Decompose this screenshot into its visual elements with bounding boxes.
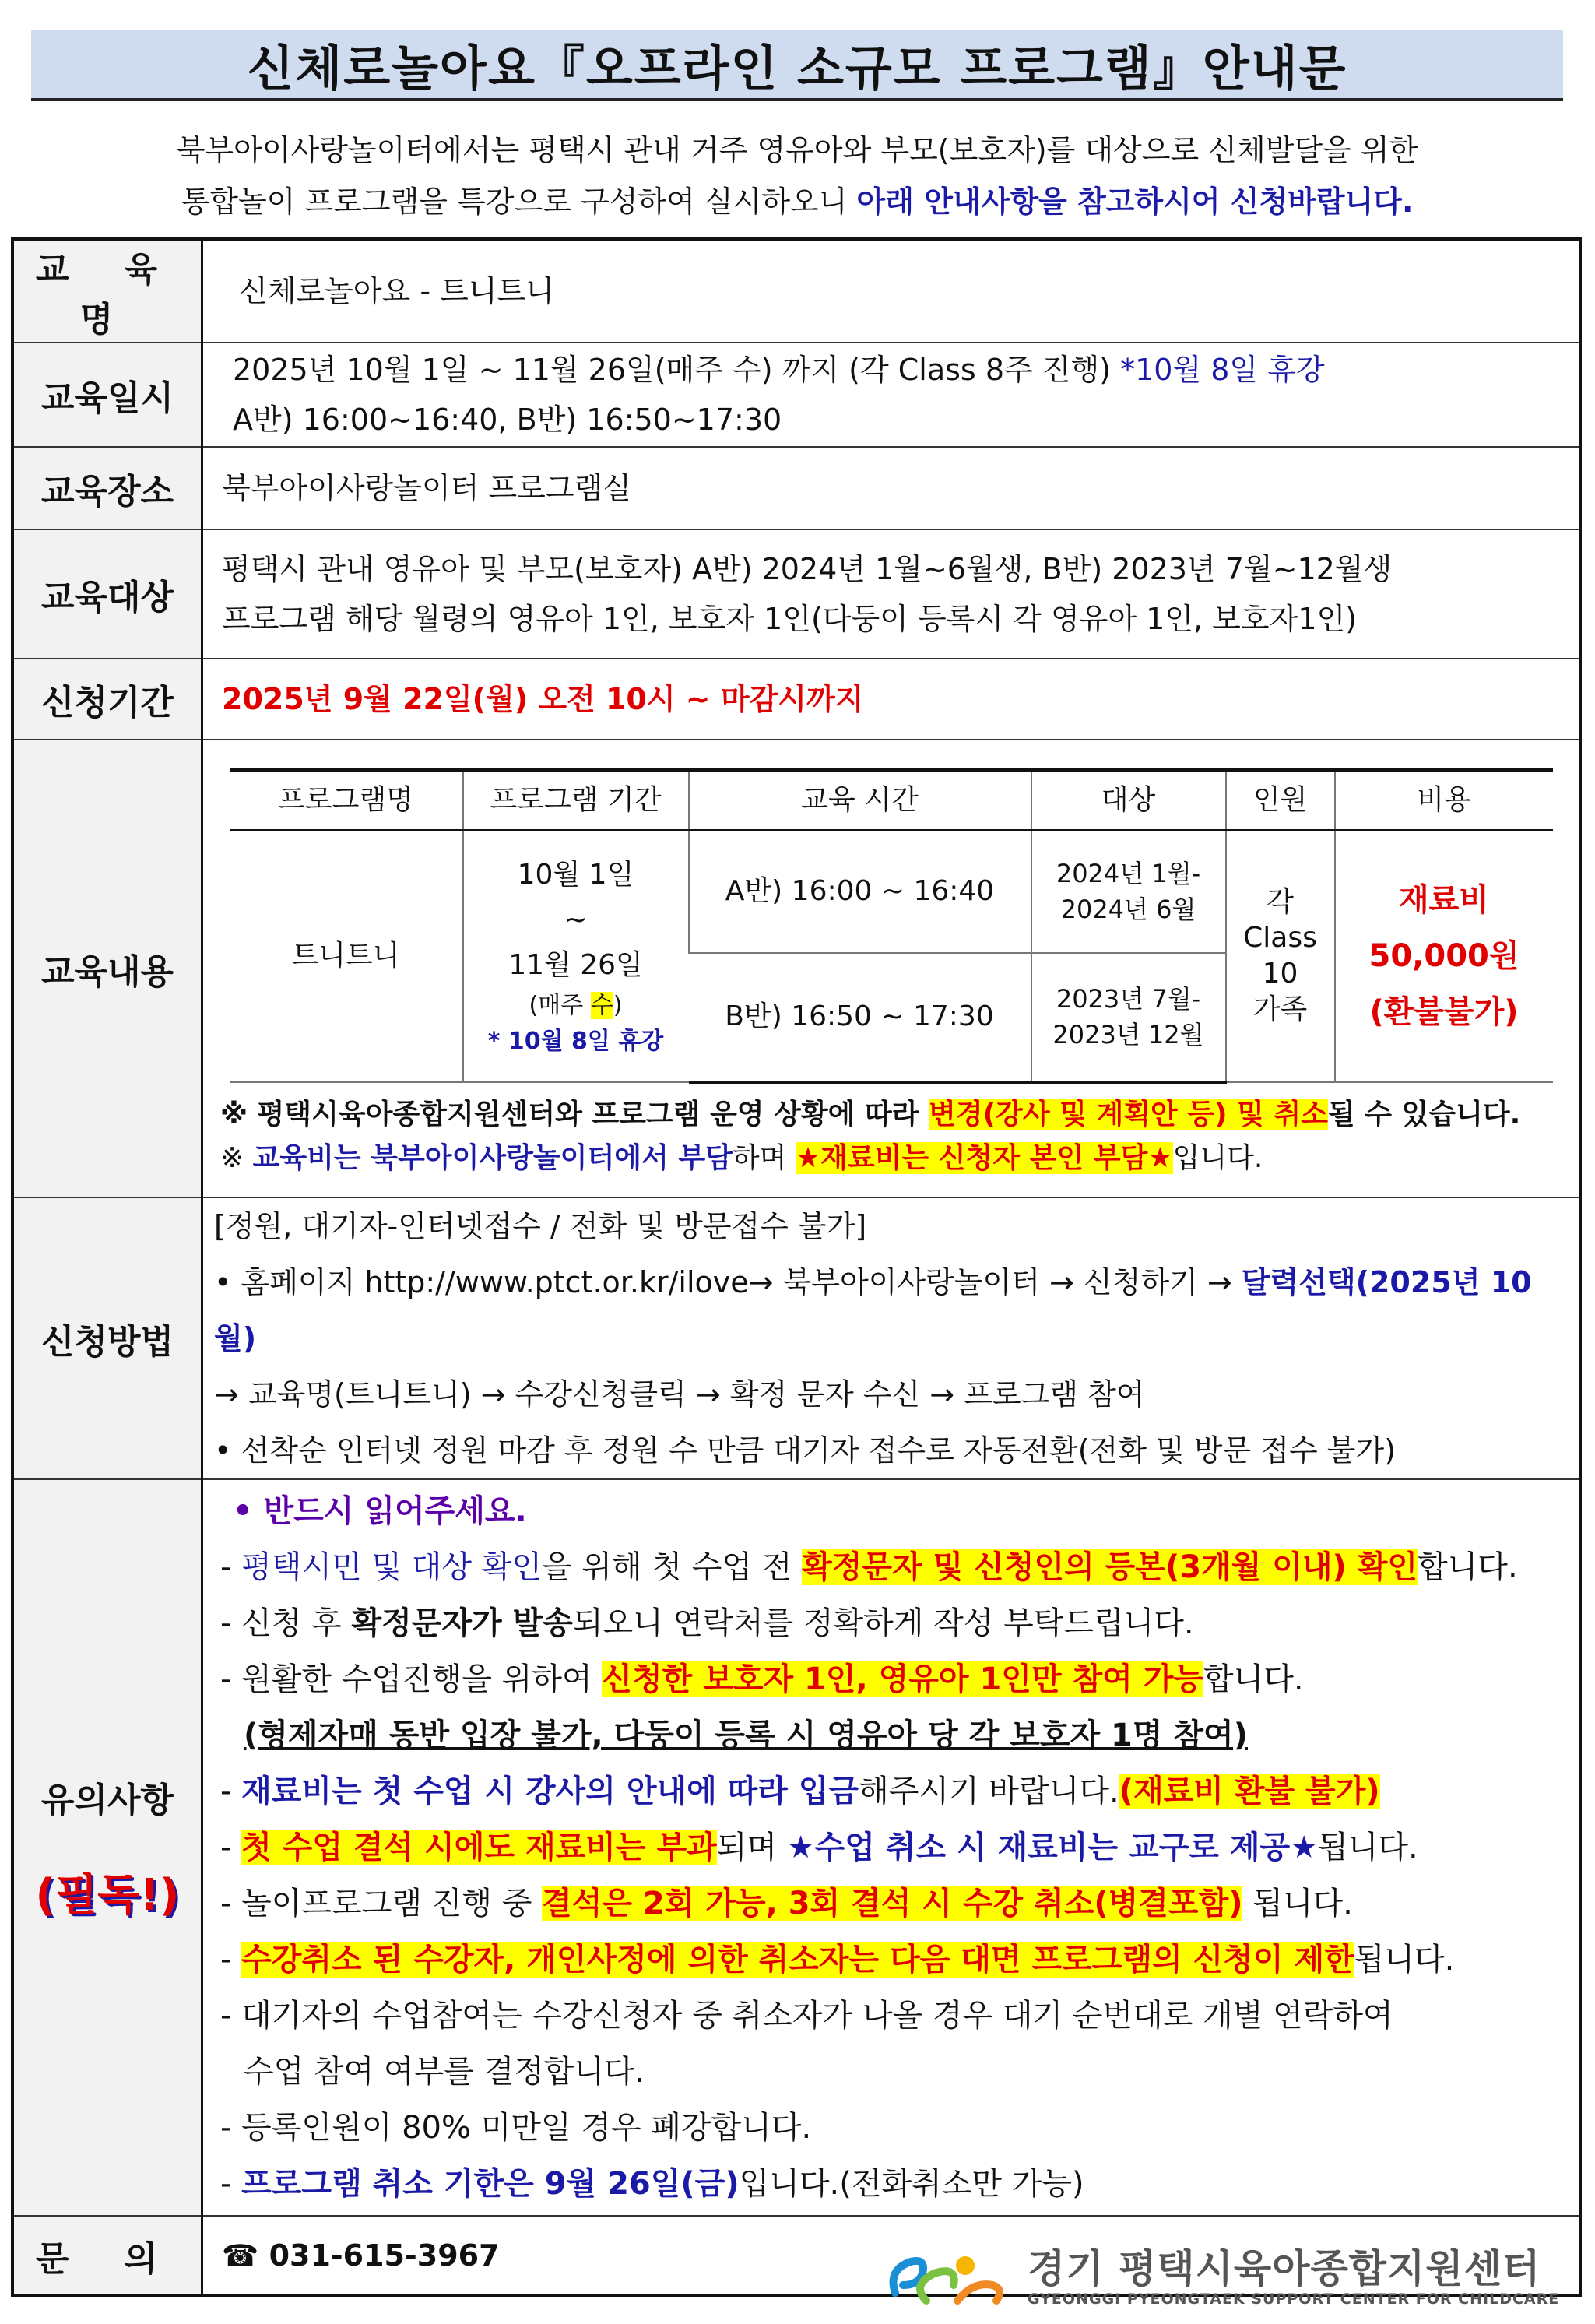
c6-c: 되며: [716, 1830, 787, 1865]
method-line-4: • 선착순 인터넷 정원 마감 후 정원 수 만큼 대기자 접수로 자동전환(전화 및 방문 접수 불가): [214, 1433, 1397, 1468]
method-calendar-select: 달력선택(2025년 10월): [214, 1265, 1532, 1355]
c1-e: 합니다.: [1418, 1549, 1518, 1585]
content-note-2: [214, 1137, 1572, 1180]
caution-head: • 반드시 읽어주세요.: [233, 1493, 527, 1529]
method-line-1: [정원, 대기자-인터넷접수 / 전화 및 방문접수 불가]: [214, 1209, 867, 1243]
fee-line-3: (환불불가): [1369, 993, 1519, 1030]
note2-c: 하며: [732, 1141, 796, 1174]
caution-line-11: - 등록인원이 80% 미만일 경우 폐강합니다.: [220, 2110, 812, 2146]
header-fee: 비용: [1335, 770, 1553, 830]
value-contact: ☎ 031-615-3967: [202, 2216, 1581, 2295]
c5-d: (재료비 환불 불가): [1119, 1774, 1380, 1809]
c8-a: -: [220, 1942, 242, 1978]
center-logo-icon: [880, 2238, 1020, 2316]
row-dates: [12, 343, 1580, 447]
header-people: 인원: [1226, 770, 1335, 830]
c7-b: 결석은 2회 가능, 3회 결석 시 수강 취소(병결포함): [542, 1886, 1243, 1921]
method-line-2: [214, 1254, 1560, 1366]
label-target: 교육대상: [12, 529, 202, 659]
row-apply-period: [12, 659, 1580, 740]
dates-line-1: 2025년 10월 1일 ~ 11월 26일(매주 수) 까지 (각 Class 8주 진행): [233, 353, 1121, 387]
info-table: [11, 237, 1582, 2297]
c3-b: 신청한 보호자 1인, 영유아 1인만 참여 가능: [602, 1661, 1203, 1697]
intro-line-1: 북부아이사랑놀이터에서는 평택시 관내 거주 영유아와 부모(보호자)를 대상으로 신체발달을 위한: [176, 133, 1418, 167]
c2-c: 되오니 연락처를 정확하게 작성 부탁드립니다.: [572, 1605, 1194, 1641]
content-note-1: [214, 1093, 1572, 1137]
center-logo-sub: GYEONGGI PYEONGTAEK SUPPORT CENTER FOR CHILDCARE: [1028, 2291, 1560, 2308]
caution-line-9: - 대기자의 수업참여는 수강신청자 중 취소자가 나올 경우 대기 순번대로 개별 연락하여: [220, 1998, 1393, 2034]
c5-a: -: [220, 1774, 242, 1809]
intro-line-2-plain: 통합놀이 프로그램을 특강으로 구성하여 실시하오니: [181, 185, 857, 219]
time-class-b: B반) 16:50 ~ 17:30: [689, 953, 1031, 1082]
c6-e: 됩니다.: [1318, 1830, 1418, 1865]
c1-c: 을 위해 첫 수업 전: [542, 1549, 803, 1585]
label-place: 교육장소: [12, 447, 202, 529]
target-class-a: [1031, 830, 1226, 953]
caution-label: 유의사항: [40, 1781, 174, 1820]
period-weekly-day: 수: [590, 991, 613, 1019]
period-weekly-c: ): [613, 991, 623, 1019]
program-table-header: [230, 770, 1553, 830]
c1-b: 평택시민 및 대상 확인: [241, 1549, 543, 1585]
note2-d: ★재료비는 신청자 본인 부담★: [795, 1141, 1173, 1174]
period-weekly-a: (매주: [529, 991, 591, 1019]
target-line-2: 프로그램 해당 월령의 영유아 1인, 보호자 1인(다둥이 등록시 각 영유아 1인, 보호자1인): [222, 602, 1358, 636]
center-logo-name: 경기 평택시육아종합지원센터: [1028, 2246, 1541, 2291]
target-a-line-1: 2024년 1월-: [1056, 858, 1201, 888]
fee-line-1: 재료비: [1399, 881, 1489, 918]
c12-a: -: [220, 2166, 242, 2202]
note2-b: 교육비는 북부아이사랑놀이터에서 부담: [252, 1141, 733, 1174]
intro-line-2: [31, 176, 1563, 227]
c1-d: 확정문자 및 신청인의 등본(3개월 이내) 확인: [802, 1549, 1418, 1585]
target-b-line-1: 2023년 7월-: [1056, 984, 1201, 1014]
intro-text: [31, 125, 1563, 227]
period-tilde: ~: [564, 903, 588, 936]
method-line-2a: • 홈페이지 http://www.ptct.or.kr/ilove→ 북부아이사랑놀이터 → 신청하기 →: [214, 1265, 1242, 1299]
fee-line-2: 50,000원: [1368, 937, 1519, 974]
caution-line-1: [220, 1539, 1560, 1595]
caution-line-8: [220, 1932, 1560, 1988]
caution-line-3: [220, 1651, 1560, 1707]
method-line-3: → 교육명(트니트니) → 수강신청클릭 → 확정 문자 수신 → 프로그램 참여: [214, 1377, 1145, 1412]
value-content: [202, 740, 1581, 1197]
row-caution: [12, 1479, 1580, 2216]
period-holiday-note: * 10월 8일 휴강: [487, 1027, 664, 1055]
fee-cell: [1335, 830, 1553, 1082]
header-program-name: 프로그램명: [230, 770, 463, 830]
c3-c: 합니다.: [1203, 1661, 1304, 1697]
c12-c: 입니다.(전화취소만 가능): [739, 2166, 1084, 2202]
row-target: [12, 529, 1580, 659]
target-class-b: [1031, 953, 1226, 1082]
caution-line-12: [220, 2156, 1560, 2212]
label-caution: [12, 1479, 202, 2216]
people-line-3: 10: [1262, 957, 1298, 990]
value-target: [202, 529, 1581, 659]
people-line-4: 가족: [1252, 993, 1308, 1025]
people-line-1: 각: [1267, 885, 1294, 918]
c6-a: -: [220, 1830, 242, 1865]
caution-line-2: [220, 1595, 1560, 1651]
value-name: 신체로놀아요 - 트니트니: [202, 239, 1581, 343]
c1-a: -: [220, 1549, 242, 1585]
period-end: 11월 26일: [508, 948, 643, 981]
center-logo: [880, 2238, 1565, 2316]
people-count: [1226, 830, 1335, 1082]
note1-c: 될 수 있습니다.: [1327, 1098, 1521, 1130]
value-method: [202, 1197, 1581, 1479]
caution-line-10: 수업 참여 여부를 결정합니다.: [244, 2054, 645, 2090]
row-place: [12, 447, 1580, 529]
c8-c: 됩니다.: [1354, 1942, 1455, 1978]
label-apply-period: 신청기간: [12, 659, 202, 740]
c5-b: 재료비는 첫 수업 시 강사의 안내에 따라 입금: [241, 1774, 859, 1809]
label-content: 교육내용: [12, 740, 202, 1197]
note2-a: ※: [220, 1141, 253, 1174]
caution-line-6: [220, 1819, 1560, 1876]
dates-line-2: A반) 16:00~16:40, B반) 16:50~17:30: [233, 403, 782, 437]
value-apply-period: 2025년 9월 22일(월) 오전 10시 ~ 마감시까지: [202, 659, 1581, 740]
value-caution: [202, 1479, 1581, 2216]
intro-line-2-emphasis: 아래 안내사항을 참고하시어 신청바랍니다.: [856, 185, 1414, 219]
caution-line-5: [220, 1763, 1560, 1819]
program-row-a: [230, 830, 1553, 953]
header-target: 대상: [1031, 770, 1226, 830]
c8-b: 수강취소 된 수강자, 개인사정에 의한 취소자는 다음 대면 프로그램의 신청이 제한: [241, 1942, 1354, 1978]
label-method: 신청방법: [12, 1197, 202, 1479]
header-time: 교육 시간: [689, 770, 1031, 830]
c7-a: - 놀이프로그램 진행 중: [220, 1886, 543, 1921]
caution-line-7: [220, 1876, 1560, 1932]
header-period: 프로그램 기간: [463, 770, 689, 830]
c2-b: 확정문자가 발송: [351, 1605, 573, 1641]
people-line-2: Class: [1243, 921, 1317, 954]
time-class-a: A반) 16:00 ~ 16:40: [689, 830, 1031, 953]
c6-b: 첫 수업 결석 시에도 재료비는 부과: [241, 1830, 717, 1865]
note1-a: ※ 평택시육아종합지원센터와 프로그램 운영 상황에 따라: [220, 1098, 929, 1130]
dates-holiday-note: *10월 8일 휴강: [1120, 353, 1325, 387]
note1-b: 변경(강사 및 계획안 등) 및 취소: [929, 1098, 1328, 1130]
caution-must-read: (필독!): [35, 1870, 180, 1921]
period-start: 10월 1일: [517, 858, 634, 891]
label-name: 교 육 명: [12, 239, 202, 343]
value-place: 북부아이사랑놀이터 프로그램실: [202, 447, 1581, 529]
caution-line-4: (형제자매 동반 입장 불가, 다둥이 등록 시 영유아 당 각 보호자 1명 참여): [244, 1718, 1248, 1753]
page-title-bar: [31, 30, 1563, 101]
c3-a: - 원활한 수업진행을 위하여: [220, 1661, 603, 1697]
c6-d: ★수업 취소 시 재료비는 교구로 제공★: [786, 1830, 1319, 1865]
c5-c: 해주시기 바랍니다.: [859, 1774, 1119, 1809]
program-table: [230, 768, 1553, 1084]
target-line-1: 평택시 관내 영유아 및 부모(보호자) A반) 2024년 1월~6월생, B반) 2023년 7월~12월생: [222, 552, 1393, 586]
note2-e: 입니다.: [1172, 1141, 1263, 1174]
target-a-line-2: 2024년 6월: [1060, 894, 1196, 924]
c12-b: 프로그램 취소 기한은 9월 26일(금): [241, 2166, 740, 2202]
row-method: [12, 1197, 1580, 1479]
period-weekly: [464, 988, 688, 1024]
c2-a: - 신청 후: [220, 1605, 352, 1641]
c7-c: 됩니다.: [1242, 1886, 1353, 1921]
label-contact: 문 의: [12, 2216, 202, 2295]
program-name: 트니트니: [230, 830, 463, 1082]
value-dates: [202, 343, 1581, 447]
row-name: [12, 239, 1580, 343]
target-b-line-2: 2023년 12월: [1052, 1020, 1204, 1049]
row-content: [12, 740, 1580, 1197]
program-period: [463, 830, 689, 1082]
label-dates: 교육일시: [12, 343, 202, 447]
page-title: 신체로놀아요『오프라인 소규모 프로그램』안내문: [247, 39, 1347, 97]
